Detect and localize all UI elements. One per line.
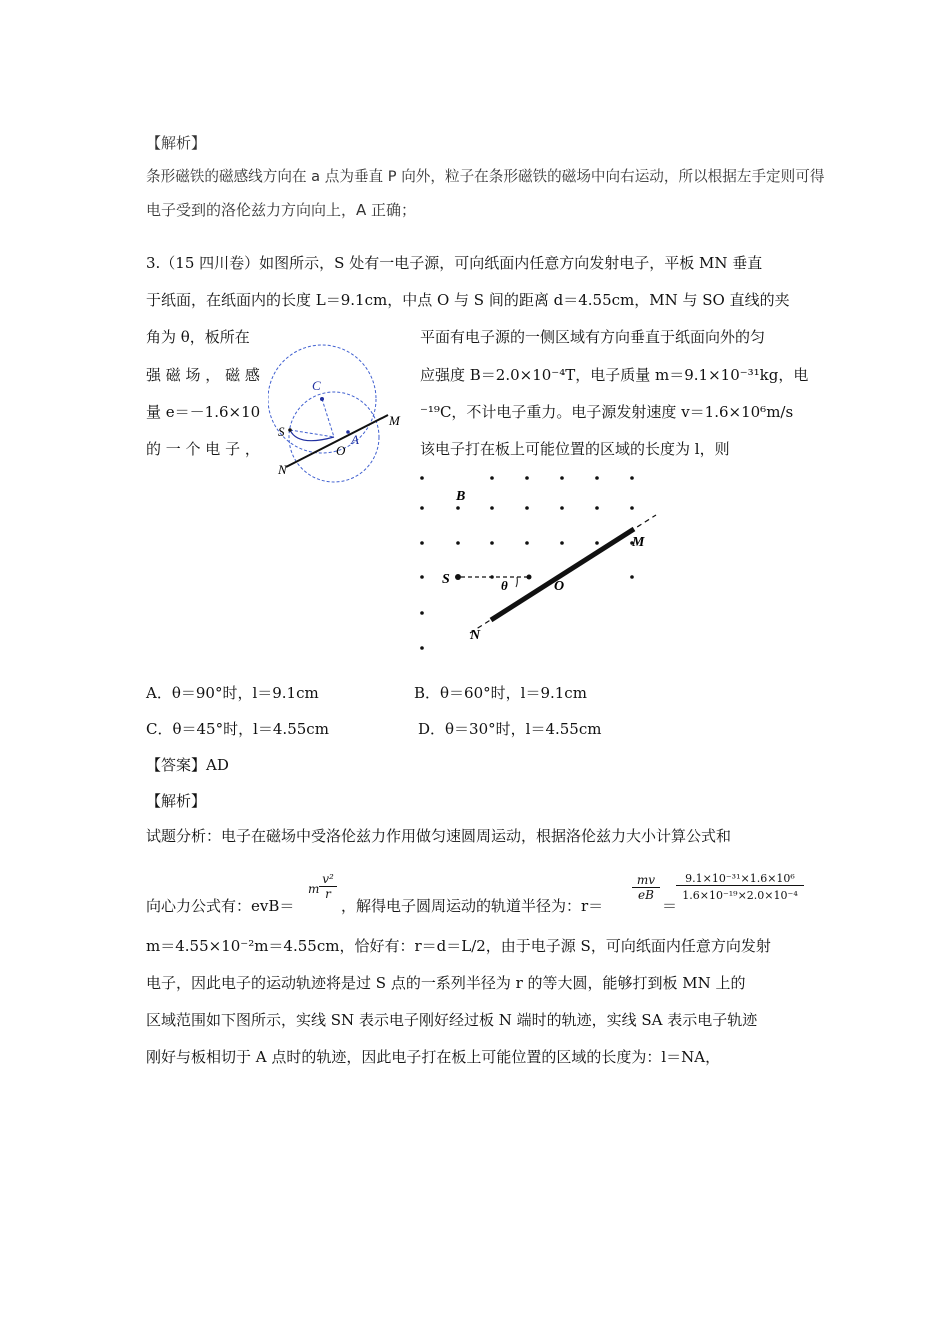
field-dot	[630, 506, 634, 510]
field-dot	[490, 541, 494, 545]
analysis-equals: ＝	[662, 897, 678, 915]
fraction-numeric	[676, 872, 804, 902]
label-s: S	[278, 424, 285, 439]
field-dot	[420, 646, 424, 650]
magnetic-field-figure	[412, 468, 672, 658]
option-c: C．θ＝45°时，l＝4.55cm	[146, 720, 329, 738]
line-so	[290, 430, 334, 437]
question-line-5b: ⁻¹⁹C，不计电子重力。电子源发射速度 v＝1.6×10⁶m/s	[420, 403, 794, 421]
question-line-6a: 的 一 个 电 子 ，	[146, 440, 260, 458]
prev-line-1: 条形磁铁的磁感线方向在 a 点为垂直 P 向外，粒子在条形磁铁的磁场中向右运动，所以根据左手定则可得	[146, 168, 825, 185]
field-dot	[560, 541, 564, 545]
analysis-line-5: 区域范围如下图所示，实线 SN 表示电子刚好经过板 N 端时的轨迹，实线 SA 表示电子轨迹	[146, 1011, 758, 1029]
question-line-3a: 角为 θ，板所在	[146, 328, 250, 346]
label-theta: θ	[501, 578, 508, 593]
analysis-line-1: 试题分析：电子在磁场中受洛伦兹力作用做匀速圆周运动，根据洛伦兹力大小计算公式和	[146, 827, 732, 845]
field-dots	[420, 476, 634, 650]
fraction-den: 1.6×10⁻¹⁹×2.0×10⁻⁴	[676, 885, 804, 902]
field-dot	[630, 575, 634, 579]
field-dot	[525, 506, 529, 510]
label-o: O	[336, 443, 346, 458]
question-line-3b: 平面有电子源的一侧区域有方向垂直于纸面向外的匀	[420, 328, 766, 346]
fraction-mv-over-eb	[632, 873, 660, 902]
question-line-4b: 应强度 B＝2.0×10⁻⁴T，电子质量 m＝9.1×10⁻³¹kg，电	[420, 366, 809, 384]
option-b: B．θ＝60°时，l＝9.1cm	[414, 684, 587, 702]
question-line-5a: 量 e＝－1.6×10	[146, 403, 261, 421]
label-m: M	[389, 413, 400, 428]
question-line-6b: 该电子打在板上可能位置的区域的长度为 l，则	[420, 440, 730, 458]
fraction-v2-over-r	[319, 872, 337, 901]
field-dot	[560, 506, 564, 510]
field-dot	[525, 476, 529, 480]
option-d: D．θ＝30°时，l＝4.55cm	[418, 720, 602, 738]
field-dot	[595, 541, 599, 545]
label-s: S	[442, 572, 450, 587]
analysis-line-6: 刚好与板相切于 A 点时的轨迹，因此电子打在板上可能位置的区域的长度为：l＝NA，	[146, 1048, 721, 1066]
point-s	[455, 574, 461, 580]
answer: 【答案】AD	[146, 756, 229, 774]
field-dot	[630, 476, 634, 480]
label-o: O	[554, 579, 565, 594]
fraction-num: 9.1×10⁻³¹×1.6×10⁶	[685, 872, 795, 885]
label-m: M	[632, 535, 645, 550]
question-line-2: 于纸面，在纸面内的长度 L＝9.1cm，中点 O 与 S 间的距离 d＝4.55cm，MN 与 SO 直线的夹	[146, 291, 790, 309]
field-dot	[420, 611, 424, 615]
radius-c	[322, 399, 334, 437]
field-dot	[560, 476, 564, 480]
point-o	[527, 575, 532, 580]
field-dot	[456, 506, 460, 510]
fraction-num: mv	[636, 873, 656, 887]
field-dot	[420, 541, 424, 545]
trajectory-circles-figure	[268, 335, 418, 500]
fraction-num: v²	[322, 872, 334, 886]
point-a	[346, 430, 350, 434]
prev-line-2: 电子受到的洛伦兹力方向向上，A 正确；	[146, 201, 417, 219]
field-dot	[490, 506, 494, 510]
analysis-heading: 【解析】	[146, 792, 207, 810]
analysis-line-2a: 向心力公式有：evB＝	[146, 897, 295, 915]
question-line-1: 3.（15 四川卷）如图所示，S 处有一电子源，可向纸面内任意方向发射电子，平板 MN 垂直	[146, 254, 763, 272]
field-dot	[525, 541, 529, 545]
fraction-den: r	[319, 886, 337, 901]
label-b: B	[456, 489, 466, 504]
arc-sa	[290, 430, 334, 441]
label-c: C	[312, 378, 321, 393]
plate-mn	[286, 415, 388, 467]
analysis-line-2b: ，解得电子圆周运动的轨道半径为：r＝	[341, 897, 604, 915]
point-s	[288, 428, 292, 432]
analysis-line-3: m＝4.55×10⁻²m＝4.55cm，恰好有：r＝d＝L/2，由于电子源 S，可向纸面内任意方向发射	[146, 937, 771, 955]
question-line-4a: 强 磁 场 ， 磁 感	[146, 366, 260, 384]
point-c	[320, 397, 324, 401]
field-dot	[456, 541, 460, 545]
label-n: N	[278, 462, 287, 477]
field-dot	[595, 506, 599, 510]
fraction-den: eB	[632, 887, 660, 902]
field-dot	[490, 476, 494, 480]
label-n: N	[470, 628, 481, 643]
field-dot	[420, 476, 424, 480]
label-a: A	[351, 432, 359, 447]
angle-arc	[516, 577, 517, 587]
field-dot	[595, 476, 599, 480]
prev-heading: 【解析】	[146, 134, 207, 152]
field-dot	[420, 575, 424, 579]
analysis-line-4: 电子，因此电子的运动轨迹将是过 S 点的一系列半径为 r 的等大圆，能够打到板 MN 上的	[146, 974, 746, 992]
field-dot	[420, 506, 424, 510]
option-a: A．θ＝90°时，l＝9.1cm	[146, 684, 319, 702]
formula-m: m	[308, 882, 320, 896]
